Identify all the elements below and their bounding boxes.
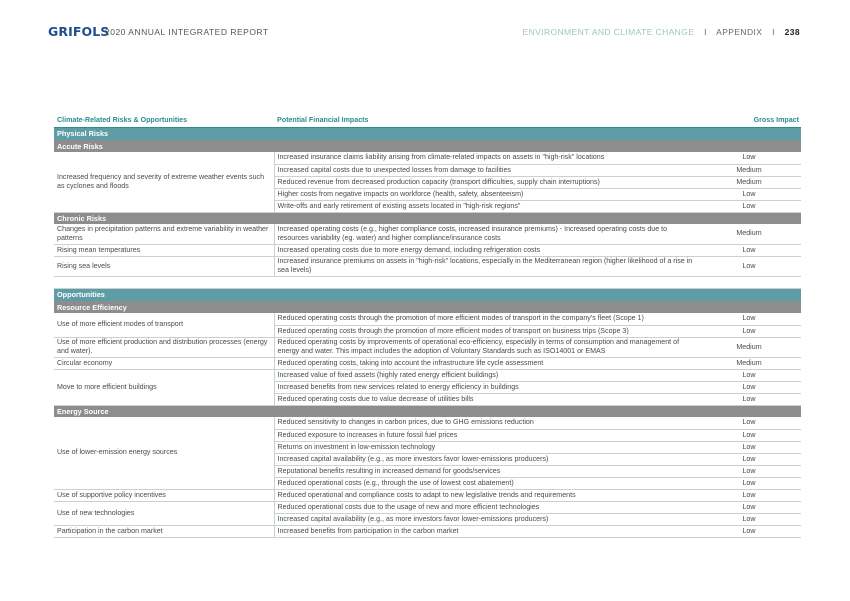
category-label: Opportunities <box>54 288 801 301</box>
gross-impact-cell: Low <box>697 369 801 381</box>
gross-impact-cell: Medium <box>697 357 801 369</box>
table-row <box>54 369 801 381</box>
impact-cell: Increased value of fixed assets (highly rated energy efficient buildings) <box>274 369 697 381</box>
section-spacer <box>54 276 801 288</box>
impact-cell: Reduced operating costs, taking into account the infrastructure life cycle assessment <box>274 357 697 369</box>
gross-impact-cell: Low <box>697 325 801 337</box>
impact-cell: Increased capital availability (e.g., as more investors favor lower-emissions producers) <box>274 513 697 525</box>
subcategory-energy-source <box>54 405 801 417</box>
impact-cell: Increased insurance claims liability arising from climate-related impacts on assets in "high-risk" locations <box>274 152 697 164</box>
risk-label: Changes in precipitation patterns and extreme variability in weather patterns <box>54 224 274 244</box>
table-header-row <box>54 114 801 127</box>
gross-impact-cell: Low <box>697 489 801 501</box>
subcategory-chronic-risks <box>54 212 801 224</box>
gross-impact-cell: Low <box>697 313 801 325</box>
gross-impact-cell: Low <box>697 477 801 489</box>
header-separator: I <box>704 27 707 37</box>
impact-cell: Write-offs and early retirement of existing assets located in "high-risk regions" <box>274 200 697 212</box>
table-row <box>54 337 801 357</box>
gross-impact-cell: Low <box>697 200 801 212</box>
impact-cell: Reduced operating costs through the promotion of more efficient modes of transport on business trips (Scope 3) <box>274 325 697 337</box>
impact-cell: Returns on investment in low-emission technology <box>274 441 697 453</box>
table-row <box>54 357 801 369</box>
risk-label: Rising sea levels <box>54 256 274 276</box>
page-header <box>48 26 800 40</box>
column-header-risks: Climate-Related Risks & Opportunities <box>54 114 274 127</box>
impact-cell: Reduced operational costs (e.g., through the use of lowest cost abatement) <box>274 477 697 489</box>
impact-cell: Reduced operating costs by improvements of operational eco-efficiency, especially in terms of consumption and management of energy and water. This impact includes the adoption of Voluntary Standards such as ISO14001 or EMAS <box>274 337 697 357</box>
impact-cell: Increased insurance premiums on assets in "high-risk" locations, especially in the Mediterranean region (higher likelihood of a rise in sea levels) <box>274 256 697 276</box>
gross-impact-cell: Low <box>697 429 801 441</box>
impact-cell: Reduced operating costs through the promotion of more efficient modes of transport in the company's fleet (Scope 1) <box>274 313 697 325</box>
impact-cell: Increased capital availability (e.g., as more investors favor lower-emissions producers) <box>274 453 697 465</box>
column-header-impacts: Potential Financial Impacts <box>274 114 697 127</box>
gross-impact-cell: Low <box>697 188 801 200</box>
impact-cell: Increased benefits from new services related to energy efficiency in buildings <box>274 381 697 393</box>
table-row <box>54 501 801 513</box>
subcategory-label: Resource Efficiency <box>54 301 801 313</box>
gross-impact-cell: Low <box>697 393 801 405</box>
category-physical-risks <box>54 127 801 140</box>
gross-impact-cell: Low <box>697 256 801 276</box>
table-row <box>54 313 801 325</box>
risk-label: Use of more efficient production and distribution processes (energy and water). <box>54 337 274 357</box>
subcategory-resource-efficiency <box>54 301 801 313</box>
risk-label: Use of supportive policy incentives <box>54 489 274 501</box>
category-opportunities <box>54 288 801 301</box>
impact-cell: Reduced operational and compliance costs to adapt to new legislative trends and requirements <box>274 489 697 501</box>
gross-impact-cell: Low <box>697 152 801 164</box>
climate-risk-table <box>54 114 801 538</box>
gross-impact-cell: Medium <box>697 164 801 176</box>
impact-cell: Higher costs from negative impacts on workforce (health, safety, absenteeism) <box>274 188 697 200</box>
subcategory-accute-risks <box>54 140 801 152</box>
appendix-label: APPENDIX <box>716 27 763 37</box>
gross-impact-cell: Medium <box>697 176 801 188</box>
table-row <box>54 489 801 501</box>
impact-cell: Increased operating costs due to more energy demand, including refrigeration costs <box>274 244 697 256</box>
subcategory-label: Energy Source <box>54 405 801 417</box>
risk-label: Increased frequency and severity of extreme weather events such as cyclones and floods <box>54 152 274 212</box>
impact-cell: Reputational benefits resulting in increased demand for goods/services <box>274 465 697 477</box>
impact-cell: Reduced exposure to increases in future fossil fuel prices <box>274 429 697 441</box>
risk-label: Use of new technologies <box>54 501 274 525</box>
gross-impact-cell: Low <box>697 244 801 256</box>
column-header-gross-impact: Gross Impact <box>697 114 801 127</box>
grifols-logo: GRIFOLS <box>48 24 110 39</box>
impact-cell: Increased benefits from participation in the carbon market <box>274 525 697 537</box>
impact-cell: Increased capital costs due to unexpected losses from damage to facilities <box>274 164 697 176</box>
table-row <box>54 224 801 244</box>
impact-cell: Reduced revenue from decreased production capacity (transport difficulties, supply chain interruptions) <box>274 176 697 188</box>
report-title: 2020 ANNUAL INTEGRATED REPORT <box>105 27 269 37</box>
gross-impact-cell: Low <box>697 501 801 513</box>
header-breadcrumb <box>523 27 801 37</box>
risk-label: Participation in the carbon market <box>54 525 274 537</box>
gross-impact-cell: Low <box>697 417 801 429</box>
risk-label: Circular economy <box>54 357 274 369</box>
gross-impact-cell: Medium <box>697 224 801 244</box>
risk-label: Use of lower-emission energy sources <box>54 417 274 489</box>
impact-cell: Reduced operational costs due to the usage of new and more efficient technologies <box>274 501 697 513</box>
risk-label: Move to more efficient buildings <box>54 369 274 405</box>
gross-impact-cell: Low <box>697 453 801 465</box>
section-name: ENVIRONMENT AND CLIMATE CHANGE <box>522 27 695 37</box>
risk-label: Use of more efficient modes of transport <box>54 313 274 337</box>
gross-impact-cell: Low <box>697 513 801 525</box>
impact-cell: Reduced operating costs due to value decrease of utilities bills <box>274 393 697 405</box>
subcategory-label: Accute Risks <box>54 140 801 152</box>
gross-impact-cell: Medium <box>697 337 801 357</box>
table-row <box>54 256 801 276</box>
page-number: 238 <box>784 27 800 37</box>
gross-impact-cell: Low <box>697 441 801 453</box>
table-row <box>54 525 801 537</box>
gross-impact-cell: Low <box>697 381 801 393</box>
header-separator: I <box>772 27 775 37</box>
table-row <box>54 152 801 164</box>
subcategory-label: Chronic Risks <box>54 212 801 224</box>
risk-label: Rising mean temperatures <box>54 244 274 256</box>
impact-cell: Increased operating costs (e.g., higher compliance costs, increased insurance premiums) - Increased operating costs due to resources variability (eg. water) and higher compliance/insurance costs <box>274 224 697 244</box>
table-row <box>54 417 801 429</box>
impact-cell: Reduced sensitivity to changes in carbon prices, due to GHG emissions reduction <box>274 417 697 429</box>
gross-impact-cell: Low <box>697 465 801 477</box>
table-row <box>54 244 801 256</box>
gross-impact-cell: Low <box>697 525 801 537</box>
category-label: Physical Risks <box>54 127 801 140</box>
